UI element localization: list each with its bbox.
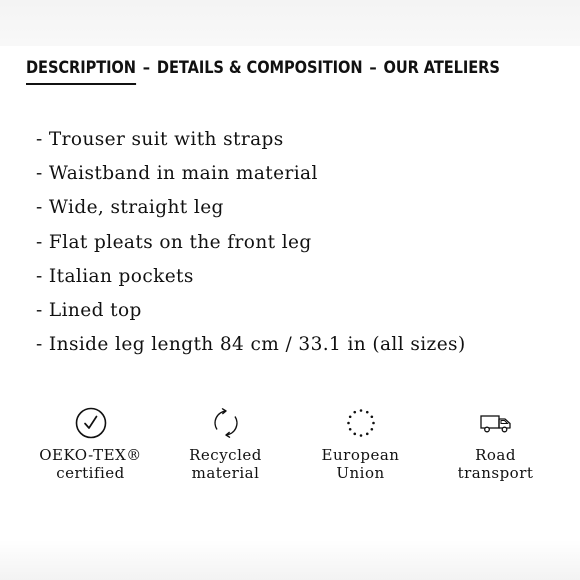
sustainability-badges [23,406,563,482]
tab-separator: – [142,58,151,78]
badge-label: European Union [321,446,400,482]
page-top-band [0,0,580,46]
badge-label: OEKO-TEX® certified [39,446,142,482]
feature-item: - Trouser suit with straps [36,129,284,150]
feature-list [36,126,466,365]
feature-item: - Wide, straight leg [36,197,224,219]
oeko-tex-check-icon [74,406,108,440]
feature-item: - Waistband in main material [36,163,318,185]
badge-road-transport [428,406,563,482]
delivery-truck-icon [479,406,513,440]
tab-our-ateliers[interactable]: OUR ATELIERS [383,58,500,78]
badge-european-union [293,406,428,482]
tab-separator: – [369,58,377,78]
badge-oeko-tex [23,406,158,482]
badge-label: Recycled material [189,446,262,482]
feature-item: - Flat pleats on the front leg [36,231,312,253]
tab-description[interactable]: DESCRIPTION [26,58,136,85]
page-bottom-band [0,540,580,580]
feature-item: - Italian pockets [36,265,194,287]
feature-item: - Lined top [36,299,142,321]
tab-details-composition[interactable]: DETAILS & COMPOSITION [156,58,363,78]
eu-stars-icon [344,406,378,440]
badge-recycled [158,406,293,482]
product-info-tabs [26,58,500,85]
recycle-icon [209,406,243,440]
badge-label: Road transport [457,446,534,482]
feature-item: - Inside leg length 84 cm / 33.1 in (all sizes) [36,334,466,356]
